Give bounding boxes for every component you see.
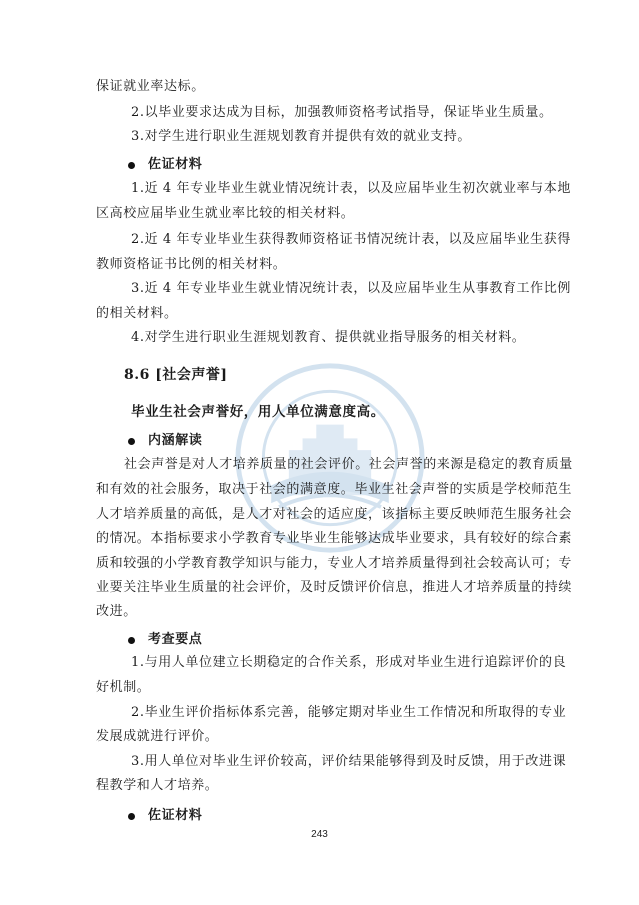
text-line: 好机制。 xyxy=(96,680,151,695)
bullet-icon xyxy=(128,162,135,169)
text-line: 教师资格证书比例的相关材料。 xyxy=(96,257,287,272)
bullet-icon xyxy=(128,813,135,820)
section-heading-review: 考查要点 xyxy=(148,632,203,647)
text-line: 区高校应届毕业生就业率比较的相关材料。 xyxy=(96,206,355,221)
text-line: 的情况。本指标要求小学教育专业毕业生能够达成毕业要求，具有较好的综合素 xyxy=(96,531,573,546)
text-line: 3.近 4 年专业毕业生就业情况统计表，以及应届毕业生从事教育工作比例 xyxy=(131,281,571,296)
text-line: 2.近 4 年专业毕业生获得教师资格证书情况统计表，以及应届毕业生获得 xyxy=(131,232,571,247)
section-title: 8.6 [社会声誉] xyxy=(124,367,228,383)
section-heading-evidence: 佐证材料 xyxy=(148,157,203,172)
bullet-icon xyxy=(128,438,135,445)
text-line: 人才培养质量的高低，是人才对社会的适应度，该指标主要反映师范生服务社会 xyxy=(96,507,573,522)
text-line: 改进。 xyxy=(96,604,137,619)
text-line: 质和较强的小学教育教学知识与能力，专业人才培养质量得到社会较高认可；专 xyxy=(96,556,573,571)
section-heading-evidence: 佐证材料 xyxy=(148,808,203,823)
text-line: 2.毕业生评价指标体系完善，能够定期对毕业生工作情况和所取得的专业 xyxy=(131,705,567,720)
text-line: 程教学和人才培养。 xyxy=(96,778,219,793)
text-line: 业要关注毕业生质量的社会评价，及时反馈评价信息，推进人才培养质量的持续 xyxy=(96,580,573,595)
page-number: 243 xyxy=(311,829,328,840)
text-line: 1.近 4 年专业毕业生就业情况统计表，以及应届毕业生初次就业率与本地 xyxy=(131,181,571,196)
text-line: 的相关材料。 xyxy=(96,306,178,321)
text-line: 3.对学生进行职业生涯规划教育并提供有效的就业支持。 xyxy=(131,129,472,144)
text-line: 和有效的社会服务，取决于社会的满意度。毕业生社会声誉的实质是学校师范生 xyxy=(96,482,573,497)
text-line: 3.用人单位对毕业生评价较高，评价结果能够得到及时反馈，用于改进课 xyxy=(131,754,567,769)
text-line: 保证就业率达标。 xyxy=(96,79,205,94)
text-line: 社会声誉是对人才培养质量的社会评价。社会声誉的来源是稳定的教育质量 xyxy=(124,457,573,472)
text-line: 4.对学生进行职业生涯规划教育、提供就业指导服务的相关材料。 xyxy=(131,330,526,345)
section-heading-connotation: 内涵解读 xyxy=(148,433,203,448)
bullet-icon xyxy=(128,637,135,644)
text-line: 发展成就进行评价。 xyxy=(96,729,219,744)
text-line: 1.与用人单位建立长期稳定的合作关系，形成对毕业生进行追踪评价的良 xyxy=(131,655,567,670)
section-subtitle: 毕业生社会声誉好，用人单位满意度高。 xyxy=(131,404,385,420)
text-line: 2.以毕业要求达成为目标，加强教师资格考试指导，保证毕业生质量。 xyxy=(131,105,553,120)
